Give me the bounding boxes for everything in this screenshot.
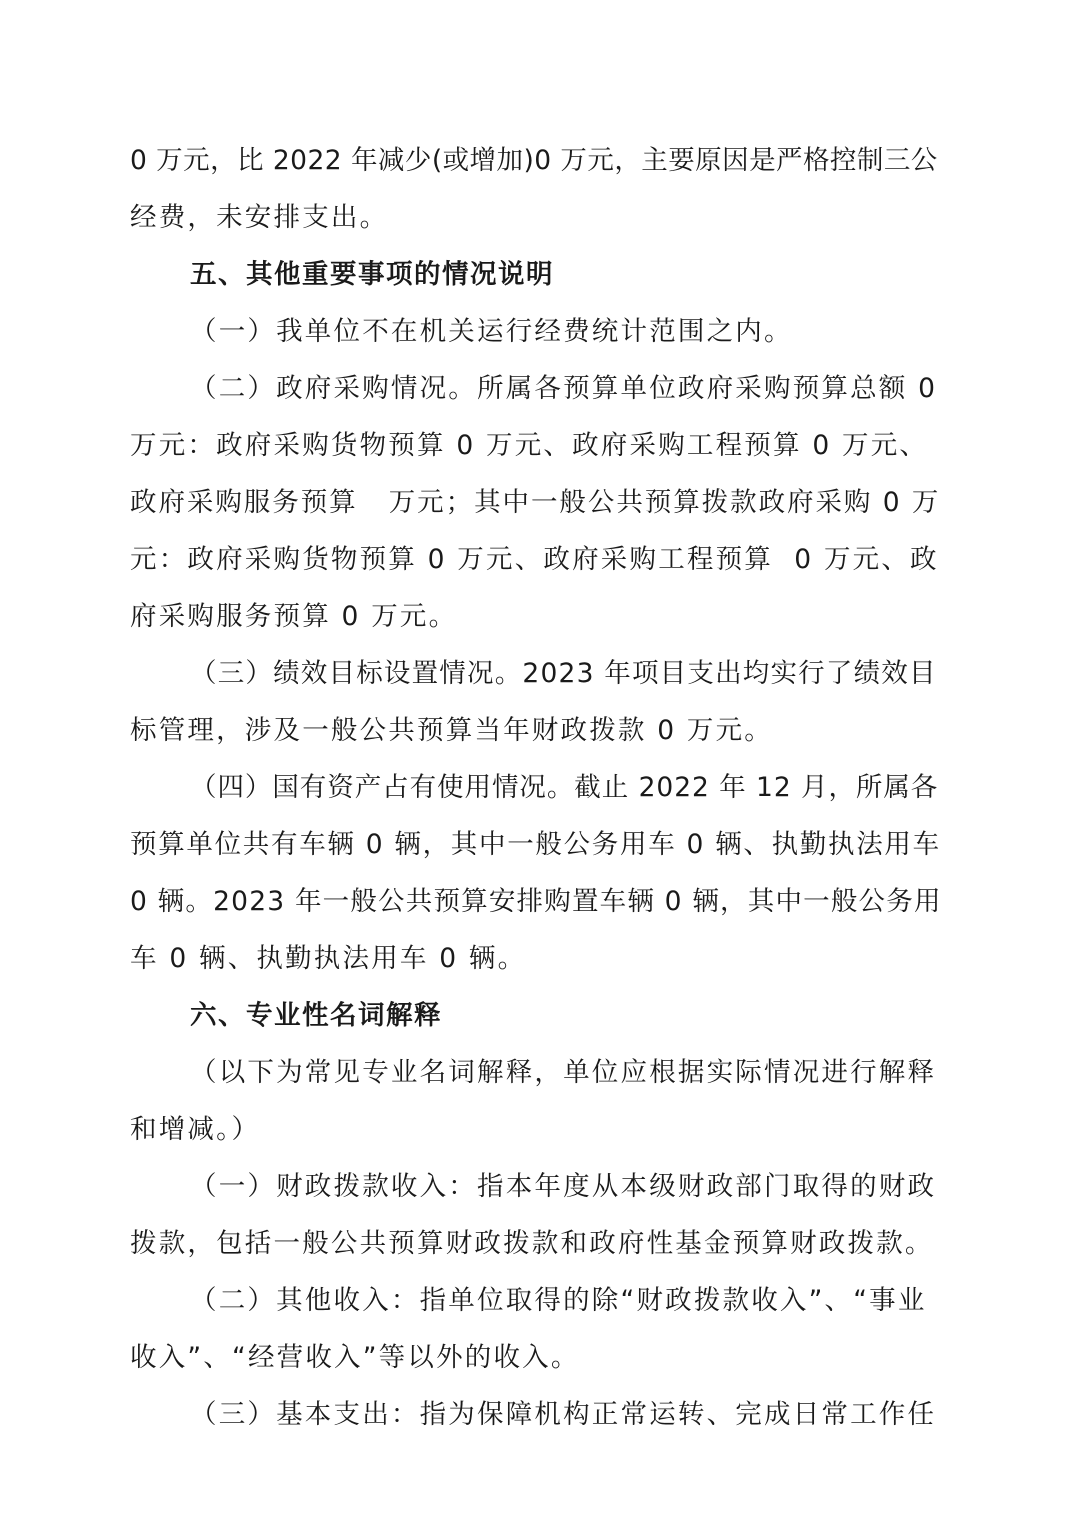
text-line: 标管理，涉及一般公共预算当年财政拨款 0 万元。 [130,715,774,746]
section-heading: 六、专业性名词解释 [190,1000,442,1031]
text-line: （四）国有资产占有使用情况。截止 2022 年 12 月，所属各 [190,772,939,803]
text-line: 元：政府采购货物预算 0 万元、政府采购工程预算 0 万元、政 [130,544,939,575]
text-line: （以下为常见专业名词解释，单位应根据实际情况进行解释 [190,1057,937,1088]
document-body [130,132,942,1443]
text-line: 车 0 辆、执勤执法用车 0 辆。 [130,943,527,974]
text-line: 经费，未安排支出。 [130,202,389,233]
text-line: 和增减。） [130,1114,261,1145]
text-line: 政府采购服务预算 万元；其中一般公共预算拨款政府采购 0 万 [130,487,941,518]
text-line: 拨款，包括一般公共预算财政拨款和政府性基金预算财政拨款。 [130,1228,934,1259]
text-line: （三）基本支出：指为保障机构正常运转、完成日常工作任 [190,1399,937,1430]
text-line: （三）绩效目标设置情况。2023 年项目支出均实行了绩效目 [190,658,937,689]
text-line: 0 万元，比 2022 年减少(或增加)0 万元，主要原因是严格控制三公 [130,145,938,176]
text-line: 万元：政府采购货物预算 0 万元、政府采购工程预算 0 万元、 [130,430,929,461]
text-line: （一）我单位不在机关运行经费统计范围之内。 [190,316,793,347]
text-line: 收入”、“经营收入”等以外的收入。 [130,1342,580,1373]
text-line: （二）政府采购情况。所属各预算单位政府采购预算总额 0 [190,373,938,404]
section-heading: 五、其他重要事项的情况说明 [190,259,554,290]
text-line: 预算单位共有车辆 0 辆，其中一般公务用车 0 辆、执勤执法用车 [130,829,941,860]
text-line: 0 辆。2023 年一般公共预算安排购置车辆 0 辆，其中一般公务用 [130,886,942,917]
text-line: （二）其他收入：指单位取得的除“财政拨款收入”、“事业 [190,1285,927,1316]
text-line: 府采购服务预算 0 万元。 [130,601,458,632]
text-line: （一）财政拨款收入：指本年度从本级财政部门取得的财政 [190,1171,937,1202]
